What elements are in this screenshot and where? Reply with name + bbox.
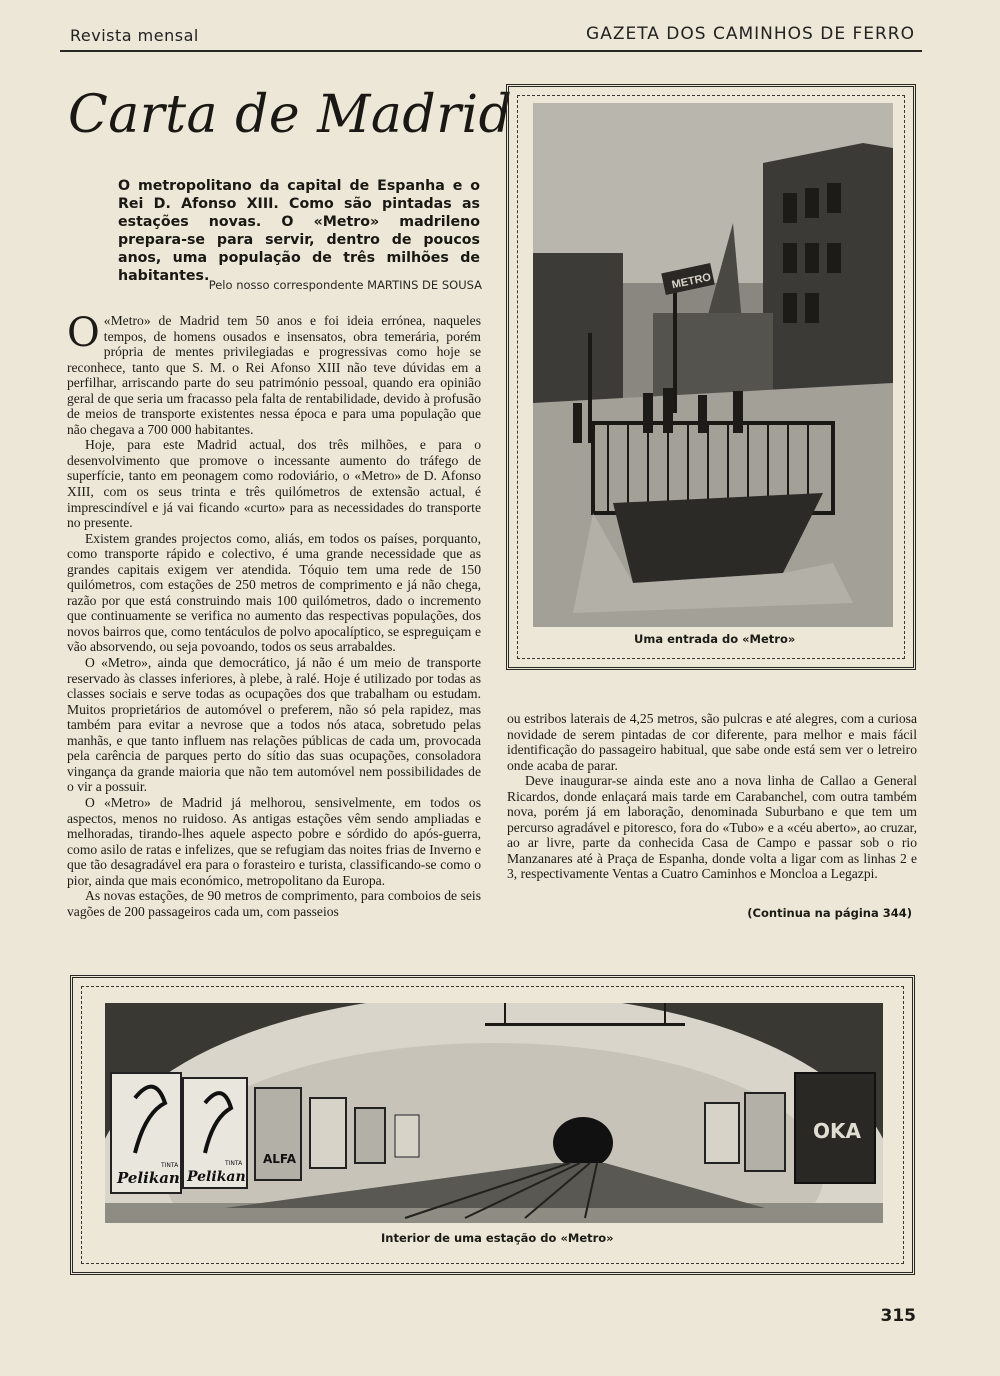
article-lead: O metropolitano da capital de Espanha e o Rei D. Afonso XIII. Como são pintadas as estações novas. O «Metro» madrileno prepara-se para servir, dentro de poucos anos, uma população de três milhões de habitantes. — [118, 178, 480, 284]
dropcap: O — [67, 310, 100, 356]
header-right: GAZETA DOS CAMINHOS DE FERRO — [586, 24, 915, 44]
bottom-photo-frame — [70, 975, 915, 1275]
top-photo-caption: Uma entrada do «Metro» — [634, 632, 796, 646]
paragraph: Existem grandes projectos como, aliás, em todos os países, porquanto, como transporte rápido e colectivo, é uma grande necessidade que as grandes capitais exigem ver atendida. Tóquio tem uma rede de 150 quilómetros, com estações de 250 metros de comprimento e já não chega, razão por que está construindo mais 100 quilómetros, dado o incremento que continuamente se verifica no aumento das respectivas populações, dos novos bairros que, como tentáculos de polvo apocalíptico, se espreguiçam e vão absorvendo, ou seja povoando, todos os seus arrabaldes. — [67, 530, 481, 655]
left-column — [67, 310, 481, 919]
paragraph: ou estribos laterais de 4,25 metros, são pulcras e até alegres, com a curiosa novidade de serem pintadas de cor diferente, para melhor e mais fácil identificação do passageiro habitual, que sabe onde está sem ver o letreiro onde acaba de parar. — [507, 711, 917, 773]
paragraph: O «Metro» de Madrid já melhorou, sensivelmente, em todos os aspectos, menos no ruidoso. As antigas estações vêm sendo ampliadas e melhoradas, tirando-lhes aquele aspecto pobre e sórdido do após-guerra, como asilo de ratas e infelizes, que se refugiam das noites frias de Inverno e que tão desagradável era para o forasteiro e turista, classificando-se como o pior, ainda que mais económico, metropolitano da Europa. — [67, 794, 481, 888]
poster-pelikan-2: Pelikan — [187, 1169, 246, 1185]
paragraph: As novas estações, de 90 metros de comprimento, para comboios de seis vagões de 200 passageiros cada um, com passeios — [67, 888, 481, 919]
paragraph: O «Metro» de Madrid tem 50 anos e foi ideia errónea, naqueles tempos, de homens ousados e insensatos, obra temerária, porém própria de mentes privilegiadas e progressivas como hoje se reconhece, tanto que S. M. o Rei Afonso XIII não teve dúvidas em a perfilhar, arriscando parte do seu património pessoal, quando era opinião geral de que seria um fracasso pela falta de rentabilidade, devido à profusão de meios de transporte existentes nessa época e para uma população que não chegava a 700 000 habitantes. — [67, 310, 481, 437]
metro-entrance-photo — [533, 103, 893, 627]
poster-alfa: ALFA — [263, 1152, 297, 1166]
metro-station-photo — [105, 1003, 883, 1223]
bottom-photo-caption: Interior de uma estação do «Metro» — [381, 1231, 614, 1245]
article-byline: Pelo nosso correspondente MARTINS DE SOUSA — [208, 278, 482, 292]
poster-oka: OKA — [813, 1119, 861, 1143]
header-left: Revista mensal — [70, 26, 199, 45]
metro-station-illustration — [105, 1003, 883, 1223]
article-title: Carta de Madrid — [68, 85, 513, 145]
metro-sign-text: METRO — [670, 271, 713, 292]
top-photo-frame — [506, 84, 916, 670]
metro-entrance-illustration — [533, 103, 893, 627]
poster-tinta-1: TINTA — [161, 1162, 179, 1169]
header-rule — [60, 50, 922, 52]
paragraph: Hoje, para este Madrid actual, dos três milhões, e para o desenvolvimento que promove o incessante aumento do tráfego de superfície, tanto em peonagem como rodoviário, o «Metro» de D. Afonso XIII, com os seus trinta e três quilómetros de extensão actual, é imprescindível e já vai ficando «curto» para as necessidades do transporte no presente. — [67, 437, 481, 531]
paragraph: Deve inaugurar-se ainda este ano a nova linha de Callao a General Ricardos, donde enlaçará mais tarde em Carabanchel, com outra também nova, porém já em laboração, denominada Suburbano e que tem um percurso agradável e pitoresco, fora do «Tubo» e a «céu aberto», ao cruzar, ao ar livre, parte da conhecida Casa de Campo e passar sob o rio Manzanares até à Praça de Espanha, donde volta a ligar com as linhas 2 e 3, respectivamente Ventas a Cuatro Caminhos e Moncloa a Legazpi. — [507, 773, 917, 882]
page-number: 315 — [880, 1306, 916, 1326]
poster-tinta-2: TINTA — [225, 1160, 243, 1167]
poster-pelikan-1: Pelikan — [117, 1169, 180, 1187]
paragraph: O «Metro», ainda que democrático, já não é um meio de transporte reservado às classes inferiores, à plebe, à ralé. Hoje é utilizado por todas as classes sociais e serve todas as ocupações dos que trabalham ou estudam. Muitos proprietários de automóvel o preferem, não só pela rapidez, mas também para evitar a nevrose que a todos nós ataca, sobretudo pelas manhãs, e que tanto influem nas relações públicas de cada um, provocada pela carência de parques perto do sítio das suas ocupações, consoladora vingança da grande maioria que não tem automóvel nem possibilidades de o vir a possuir. — [67, 655, 481, 795]
continued-note: (Continua na página 344) — [747, 906, 912, 920]
right-column — [507, 711, 917, 882]
